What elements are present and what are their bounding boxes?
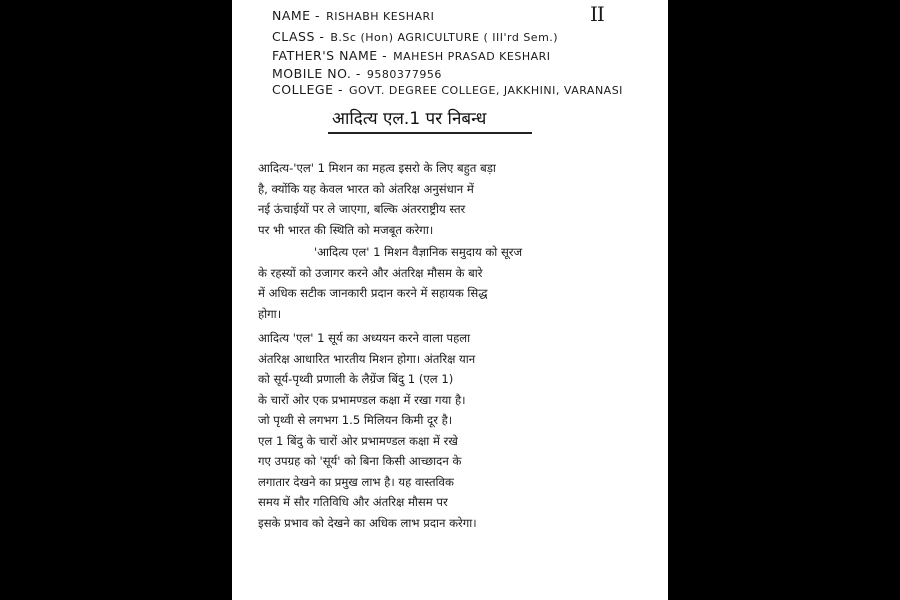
header-mobile-row [272,66,442,81]
page-number-roman: II [590,2,604,26]
essay-line: पर भी भारत की स्थिति को मजबूत करेगा। [258,222,434,237]
essay-title: आदित्य एल.1 पर निबन्ध [332,109,487,129]
essay-line: 'आदित्य एल' 1 मिशन वैज्ञानिक समुदाय को सूरज [314,245,523,259]
essay-line: इसके प्रभाव को देखने का अधिक लाभ प्रदान करेगा। [258,515,477,530]
college-value: GOVT. DEGREE COLLEGE, JAKKHINI, VARANASI [348,84,623,97]
essay-paragraph-3 [258,328,678,533]
college-label: COLLEGE - [272,82,343,97]
header-college-row [272,82,623,97]
essay-line: गए उपग्रह को 'सूर्य' को बिना किसी आच्छादन के [258,454,462,468]
essay-paragraph-1 [258,158,678,240]
header-class-row [272,29,558,44]
essay-line: होगा। [258,306,282,321]
father-name-value: MAHESH PRASAD KESHARI [393,50,551,63]
essay-line: नई ऊंचाईयों पर ले जाएगा, बल्कि अंतरराष्ट्रीय स्तर [258,202,466,216]
essay-line: एल 1 बिंदु के चारों ओर प्रभामण्डल कक्षा में रखे [258,433,458,448]
title-underline [328,132,532,134]
essay-line: जो पृथ्वी से लगभग 1.5 मिलियन किमी दूर है। [258,413,453,427]
essay-line: के चारों ओर एक प्रभामण्डल कक्षा में रखा गया है। [258,392,466,407]
header-father-row [272,48,551,63]
essay-line: आदित्य 'एल' 1 सूर्य का अध्ययन करने वाला पहला [258,331,471,345]
father-name-label: FATHER'S NAME - [272,48,388,63]
class-value: B.Sc (Hon) AGRICULTURE ( III'rd Sem.) [330,31,559,44]
mobile-value: 9580377956 [366,68,442,81]
essay-line: लगातार देखने का प्रमुख लाभ है। यह वास्तविक [258,474,454,489]
essay-line: के रहस्यों को उजागर करने और अंतरिक्ष मौसम के बारे [258,265,483,280]
essay-paragraph-2 [258,242,678,324]
essay-line: आदित्य-'एल' 1 मिशन का महत्व इसरो के लिए बहुत बड़ा [258,161,496,175]
essay-line: समय में सौर गतिविधि और अंतरिक्ष मौसम पर [258,495,448,509]
essay-line: में अधिक सटीक जानकारी प्रदान करने में सहायक सिद्ध [258,286,488,300]
mobile-label: MOBILE NO. - [272,66,361,81]
header-name-row [272,8,434,23]
document-page [232,0,668,600]
essay-line: को सूर्य-पृथ्वी प्रणाली के लैग्रेंज बिंदु 1 (एल 1) [258,372,454,386]
name-label: NAME - [272,8,321,23]
name-value: RISHABH KESHARI [326,10,435,23]
class-label: CLASS - [272,29,325,44]
essay-line: है, क्योंकि यह केवल भारत को अंतरिक्ष अनुसंधान में [258,181,474,196]
essay-line: अंतरिक्ष आधारित भारतीय मिशन होगा। अंतरिक्ष यान [258,351,476,366]
